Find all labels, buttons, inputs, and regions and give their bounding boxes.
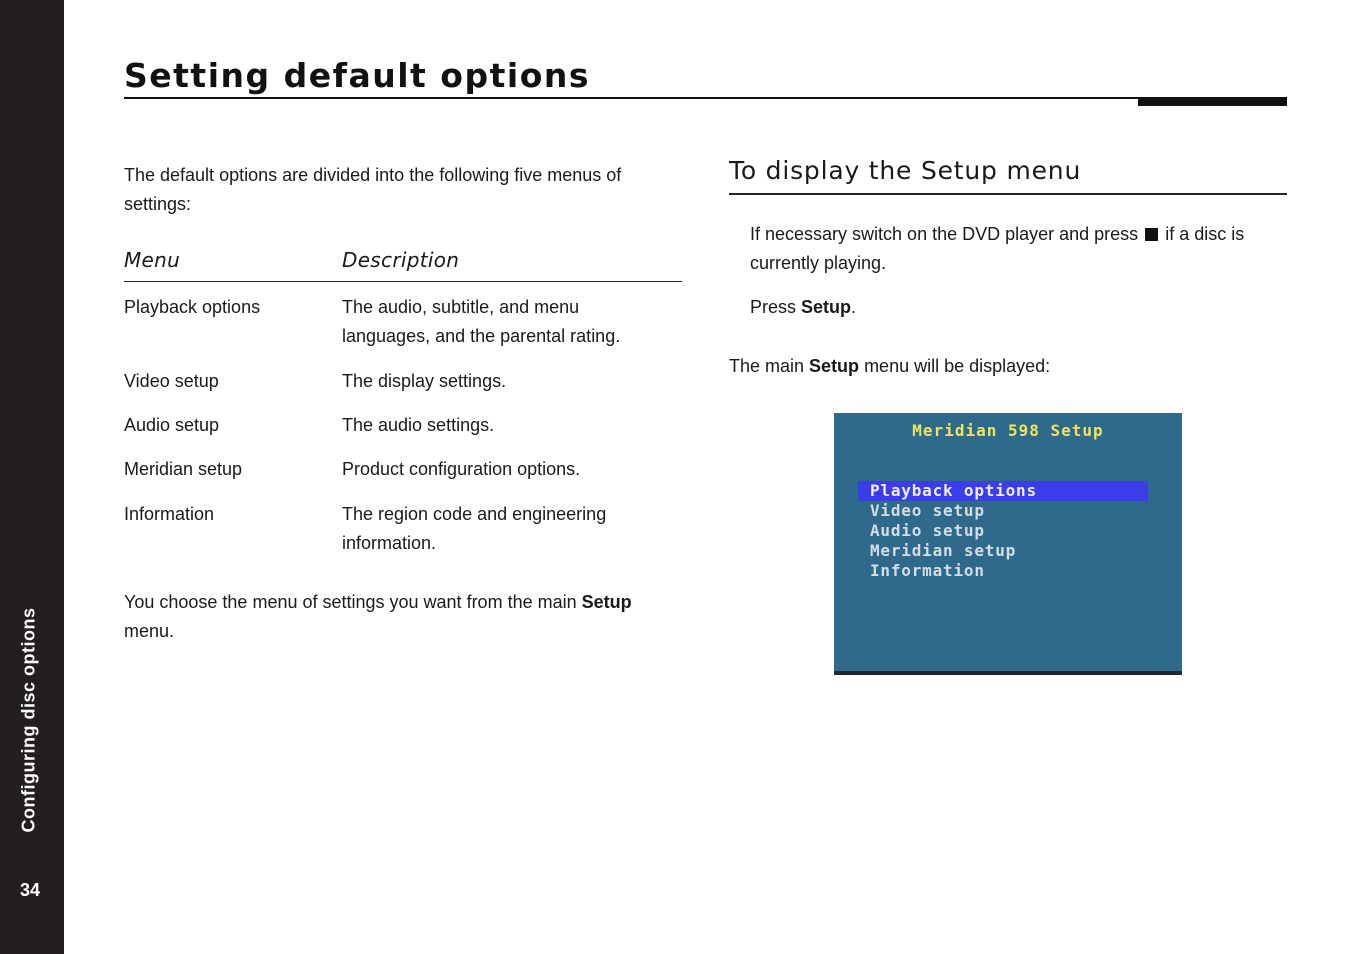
section-heading: To display the Setup menu <box>729 156 1082 185</box>
row-description: The audio settings. <box>342 415 495 435</box>
page-number: 34 <box>19 880 41 900</box>
page-title: Setting default options <box>124 56 590 95</box>
row-menu: Video setup <box>124 371 219 391</box>
setup-menu-screenshot <box>834 413 1182 675</box>
row-menu: Playback options <box>124 297 261 317</box>
screen-menu-item-video: Video setup <box>870 501 985 520</box>
sidebar <box>0 0 64 954</box>
title-rule <box>124 97 1287 99</box>
screen-menu-item-playback: Playback options <box>858 481 1148 501</box>
section-rule <box>729 193 1287 195</box>
header-menu: Menu <box>124 248 181 272</box>
screen-menu-item-meridian: Meridian setup <box>870 541 1017 560</box>
screen-menu-item-information: Information <box>870 561 985 580</box>
header-description: Description <box>342 248 460 272</box>
setup-keyword: Setup <box>581 592 632 612</box>
result-text: The main Setup menu will be displayed: <box>729 356 1051 376</box>
setup-keyword: Setup <box>809 356 860 376</box>
setup-keyword: Setup <box>801 297 852 317</box>
row-description: The display settings. <box>342 371 507 391</box>
screen-title: Meridian 598 Setup <box>912 421 1104 440</box>
row-description: The region code and engineering information. <box>342 504 607 553</box>
step-2: Press Setup. <box>750 297 857 317</box>
row-menu: Information <box>124 504 215 524</box>
menu-table-header <box>124 248 682 282</box>
screen-menu-item-audio: Audio setup <box>870 521 985 540</box>
stop-icon <box>1145 228 1158 241</box>
row-description: Product configuration options. <box>342 459 581 479</box>
row-menu: Meridian setup <box>124 459 243 479</box>
intro-paragraph: The default options are divided into the following five menus of settings: <box>124 165 622 214</box>
screen-menu-list <box>858 481 1148 581</box>
row-menu: Audio setup <box>124 415 220 435</box>
step-1: If necessary switch on the DVD player and press if a disc is currently playing. <box>750 224 1245 273</box>
chapter-label: Configuring disc options <box>18 607 39 833</box>
closing-paragraph: You choose the menu of settings you want from the main Setup menu. <box>124 592 632 641</box>
row-description: The audio, subtitle, and menu languages, and the parental rating. <box>342 297 621 346</box>
title-rule-block <box>1138 97 1287 106</box>
